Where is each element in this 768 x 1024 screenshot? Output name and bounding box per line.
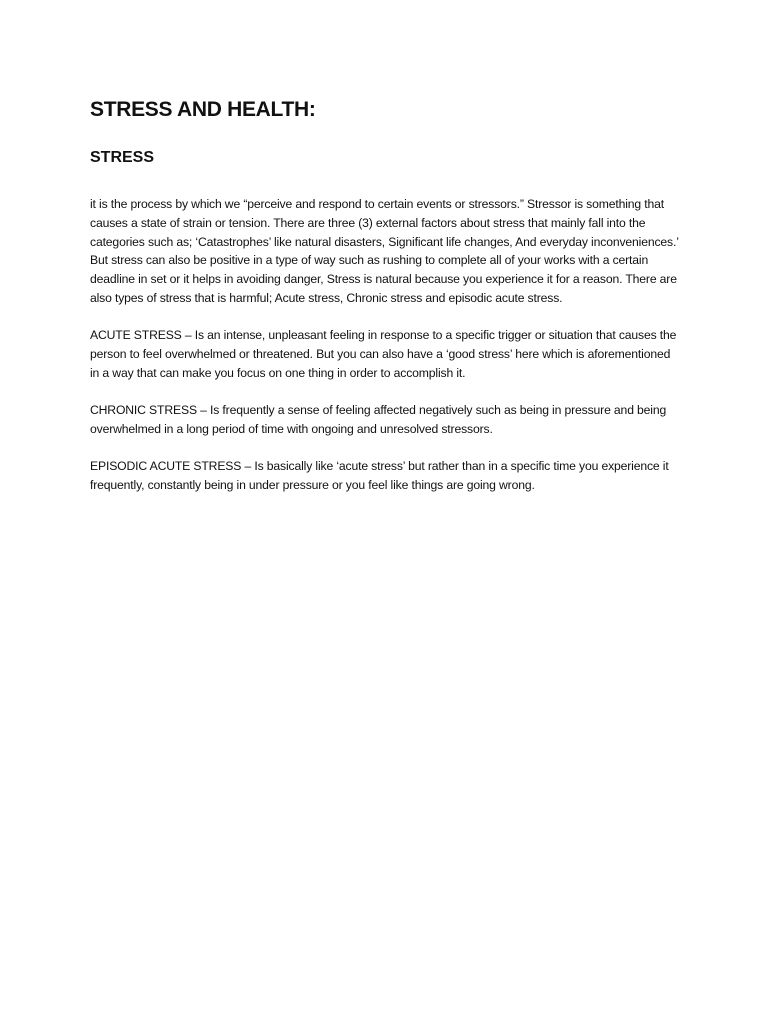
paragraph-chronic-stress: CHRONIC STRESS – Is frequently a sense of feeling affected negatively such as being in pressure and being overwhelmed in a long period of time with ongoing and unresolved stressors. xyxy=(90,403,667,436)
section-heading: STRESS xyxy=(90,149,155,166)
document-title: STRESS AND HEALTH: xyxy=(90,98,316,121)
paragraph-definition: it is the process by which we “perceive and respond to certain events or stressors.” Stressor is something that causes a state of strain or tension. There are three (3) external factors about stress that mainly fall into the categories such as; ‘Catastrophes’ like natural disasters, Significant life changes, And everyday inconveniences.’ But stress can also be positive in a type of way such as rushing to complete all of your works with a certain deadline in set or it helps in avoiding danger, Stress is natural because you experience it for a reason. There are also types of stress that is harmful; Acute stress, Chronic stress and episodic acute stress. xyxy=(90,197,679,305)
paragraph-episodic-acute-stress: EPISODIC ACUTE STRESS – Is basically like ‘acute stress’ but rather than in a specific time you experience it frequently, constantly being in under pressure or you feel like things are going wrong. xyxy=(90,459,669,493)
document-body xyxy=(90,96,682,495)
paragraph-acute-stress: ACUTE STRESS – Is an intense, unpleasant feeling in response to a specific trigger or situation that causes the person to feel overwhelmed or threatened. But you can also have a ‘good stress’ here which is aforementioned in a way that can make you focus on one thing in order to accomplish it. xyxy=(90,328,677,380)
